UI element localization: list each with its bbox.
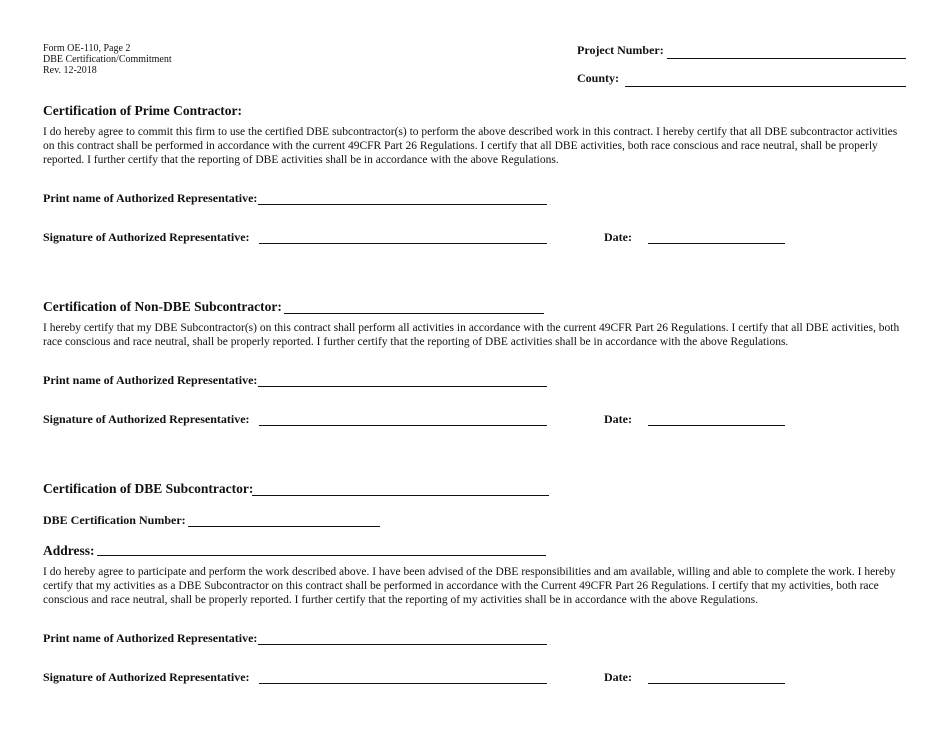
non-dbe-name-field[interactable] [284, 299, 544, 314]
non-dbe-date-label: Date: [604, 412, 632, 426]
form-revision: Rev. 12-2018 [43, 65, 97, 76]
non-dbe-print-name-field[interactable] [258, 372, 547, 387]
dbe-address-label: Address: [43, 543, 95, 558]
dbe-print-name-label: Print name of Authorized Representative: [43, 631, 258, 645]
prime-contractor-heading: Certification of Prime Contractor: [43, 103, 243, 118]
dbe-signature-field[interactable] [259, 669, 547, 684]
non-dbe-print-name-label: Print name of Authorized Representative: [43, 373, 258, 387]
dbe-text: I do hereby agree to participate and perform the work described above. I have been advised of the DBE responsibilities and am available, willing and able to complete the work. I hereby certify that my activities as a DBE Subcontractor on this contract shall be performed in accordance with the Current 49CFR Part 26 Regulations. I certify that my activities, both race conscious and race neutral, shall be properly reported. I further certify that the reporting of my activities shall be in accordance with the above Regulations. [43, 566, 896, 606]
county-label: County: [577, 71, 620, 85]
non-dbe-heading: Certification of Non-DBE Subcontractor: [43, 299, 282, 314]
form-title: DBE Certification/Commitment [43, 54, 172, 65]
dbe-heading: Certification of DBE Subcontractor: [43, 481, 254, 496]
prime-contractor-text: I do hereby agree to commit this firm to use the certified DBE subcontractor(s) to perform the above described work in this contract. I hereby certify that all DBE subcontractor activities on this contract shall be performed in accordance with the current 49CFR Part 26 Regulations. I certify that all DBE activities, both race conscious and race neutral, shall be properly reported. I further certify that the reporting of DBE activities shall be in accordance with the above Regulations. [43, 126, 898, 166]
dbe-print-name-field[interactable] [258, 630, 547, 645]
prime-date-field[interactable] [648, 229, 785, 244]
project-number-field[interactable] [667, 44, 906, 59]
project-number-label: Project Number: [577, 43, 664, 57]
prime-print-name-field[interactable] [258, 190, 547, 205]
non-dbe-text: I hereby certify that my DBE Subcontractor(s) on this contract shall perform all activities in accordance with the current 49CFR Part 26 Regulations. I certify that all DBE activities, both race conscious and race neutral, shall be properly reported. I further certify that the reporting of DBE activities shall be in accordance with the above Regulations. [43, 322, 900, 348]
non-dbe-signature-field[interactable] [259, 411, 547, 426]
non-dbe-signature-label: Signature of Authorized Representative: [43, 412, 250, 426]
dbe-cert-number-field[interactable] [188, 512, 380, 527]
prime-print-name-label: Print name of Authorized Representative: [43, 191, 258, 205]
county-field[interactable] [625, 72, 906, 87]
dbe-address-field[interactable] [97, 541, 546, 556]
form-number: Form OE-110, Page 2 [43, 43, 131, 54]
prime-signature-field[interactable] [259, 229, 547, 244]
prime-date-label: Date: [604, 230, 632, 244]
prime-signature-label: Signature of Authorized Representative: [43, 230, 250, 244]
form-header [43, 43, 172, 76]
dbe-cert-number-label: DBE Certification Number: [43, 513, 186, 527]
dbe-date-label: Date: [604, 670, 632, 684]
non-dbe-date-field[interactable] [648, 411, 785, 426]
dbe-signature-label: Signature of Authorized Representative: [43, 670, 250, 684]
dbe-name-field[interactable] [252, 481, 549, 496]
dbe-date-field[interactable] [648, 669, 785, 684]
